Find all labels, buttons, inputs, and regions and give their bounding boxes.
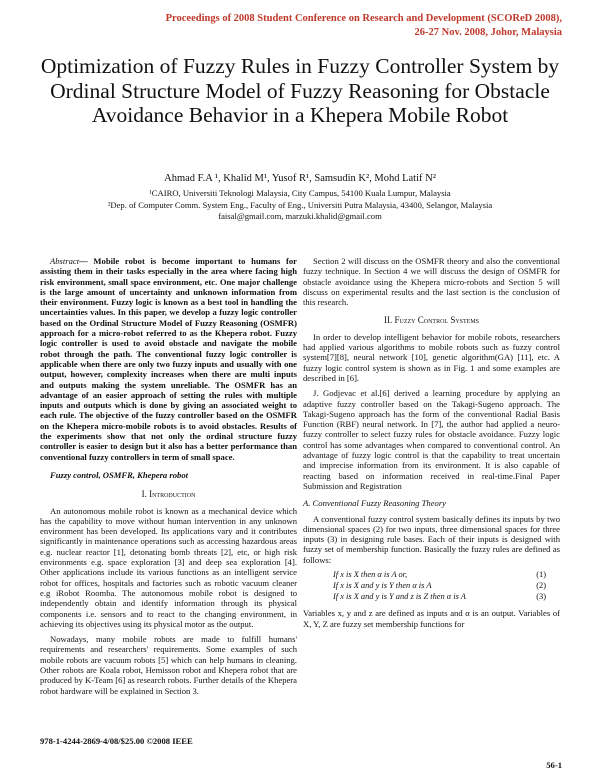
conventional-paragraph-2: Variables x, y and z are defined as inputs and α is an output. Variables of X, Y, Z are fuzzy set membership functions for (303, 608, 560, 629)
abstract-heading: Abstract (50, 256, 80, 266)
proceedings-header (166, 12, 562, 40)
abstract (40, 256, 297, 462)
left-column (40, 256, 297, 701)
intro-paragraph-1: An autonomous mobile robot is known as a mechanical device which has the capability to move without human intervention in any unknown environment has been developed. Its applications vary and it contributes significantly in maintenance operations such as accessing hazardous areas e.g. nuclear reactor [1], detonating bomb threats [2], etc, or high risk environments e.g. space exploration [3] and deep sea exploration [4]. Other applications include its various functions as an intelligent service robot for offices, hospitals and factories such as robotic vacuum cleaner e.g iRobot Roomba. The autonomous mobile robot is designed to independently obtain and identify information through its physical components i.e. sensors and to react to the changing environment, in achieving its objectives using its physical motor as the output. (40, 505, 297, 629)
fuzzy-rule-2: If x is X and y is Y then α is A (2) (333, 580, 546, 590)
conventional-paragraph-1: A conventional fuzzy control system basically defines its inputs by two dimensional spaces (2) for two inputs, three dimensional spaces for three inputs (3) in designing rule bases. Each of their inputs is designed with fuzzy set of membership function. Basically the fuzzy rules are defined as follows: (303, 513, 560, 565)
fuzzy-rule-3: If x is X and y is Y and z is Z then α is A (3) (333, 591, 546, 601)
fuzzy-paragraph-2: J. Godjevac et al.[6] derived a learning procedure by applying an adaptive fuzzy controller based on the Takagi-Sugeno approach. The Takagi-Sugeno approach has the form of the conventional Radial Basis Function (RBF) neural network. In [7], the author had applied a neuro-fuzzy controller to select fuzzy rules for obstacle avoidance. Fuzzy logic control has some advantages when compared to conventional control. An advantage of fuzzy logic control is that the capability to treat uncertain and imprecise information from its environment. It is also capable of reacting based on information received in real-time.Final Paper Submission and Registration (303, 388, 560, 491)
paper-title: Optimization of Fuzzy Rules in Fuzzy Controller System by Ordinal Structure Model of Fuzzy Reasoning for Obstacle Avoidance Behavior in a Khepera Mobile Robot (40, 54, 560, 127)
page-number: 56-1 (546, 760, 562, 770)
abstract-text: — Mobile robot is become important to humans for assisting them in their tasks especially in the area where facing high risk environment, small space environment, etc. One major challenge is the large amount of uncertainty and unknown information from their environment. Fuzzy logic is known as a best tool in handling the uncertainties values. In this paper, we develop a fuzzy logic controller based on the Ordinal Structure Model of Fuzzy Reasoning (OSMFR) approach for a micro-robot referred to as the Khepera robot. Fuzzy logic controller is used to avoid obstacle and navigate the mobile robot through the path. The conventional fuzzy logic controller is applicable when there are only two fuzzy inputs and usually with one output, however, complexity increases when there are multi inputs and outputs making the system unreliable. The OSMFR has an advantage of an easier approach of setting the rules with multiple inputs and outputs which is done by giving an associated weight to each rule. The objective of the fuzzy controller based on the OSMFR on the Khepera micro-mobile robots is to avoid obstacles. Results of the experiments show that not only the ordinal structure fuzzy controller is easier to design but it also has a better performance than conventional fuzzy controllers in term of small space. (40, 256, 297, 462)
affiliation-2: ²Dep. of Computer Comm. System Eng., Faculty of Eng., Universiti Putra Malaysia, 43400, Selangor, Malaysia (107, 199, 493, 210)
keywords: Fuzzy control, OSMFR, Khepera robot (50, 469, 189, 480)
right-column (303, 256, 560, 634)
intro-paragraph-2: Nowadays, many mobile robots are made to fulfill humans' requirements and researchers' requirements. Some examples of such mobile robots are vacuum robots [5] which can help humans in cleaning. Other robots are Koala robot, Hemisson robot and Khepera robot that are produced by K-Team [6] as research robots. Further details of the Khepera robot hardware will be explained in Section 3. (40, 634, 297, 696)
affiliation-1: ¹CAIRO, Universiti Teknologi Malaysia, City Campus, 54100 Kuala Lumpur, Malaysia (149, 188, 451, 198)
section-heading-fuzzy-control: II. Fuzzy Control Systems (383, 315, 479, 326)
intro-paragraph-3: Section 2 will discuss on the OSMFR theory and also the conventional fuzzy technique. In Section 4 we will discuss the design of OSMFR for obstacle avoidance using the Khepera micro-robots and Section 5 will discuss on experimental results and the last section is the conclusion of this research. (303, 256, 560, 308)
proceedings-line-1: Proceedings of 2008 Student Conference on Research and Development (SCOReD 2008), (165, 13, 562, 24)
author-emails: faisal@gmail.com, marzuki.khalid@gmail.com (218, 211, 382, 221)
author-list: Ahmad F.A ¹, Khalid M¹, Yusof R¹, Samsudin K², Mohd Latif N² (164, 173, 436, 184)
proceedings-line-2: 26-27 Nov. 2008, Johor, Malaysia (414, 27, 562, 38)
section-heading-introduction: I. Introduction (141, 489, 196, 500)
fuzzy-rule-list (303, 570, 560, 602)
affiliations (40, 188, 560, 223)
fuzzy-paragraph-1: In order to develop intelligent behavior for mobile robots, researchers had applied various algorithms to mobile robots such as fuzzy control system[7][8], neural network [10], genetic algorithm(GA) [11], etc. A fuzzy logic control system is shown as in Fig. 1 and some examples are described in [6]. (303, 331, 560, 383)
footer-isbn: 978-1-4244-2869-4/08/$25.00 ©2008 IEEE (40, 736, 193, 746)
subsection-heading-conventional: A. Conventional Fuzzy Reasoning Theory (303, 498, 446, 509)
fuzzy-rule-1: If x is X then α is A or, (1) (333, 570, 546, 580)
